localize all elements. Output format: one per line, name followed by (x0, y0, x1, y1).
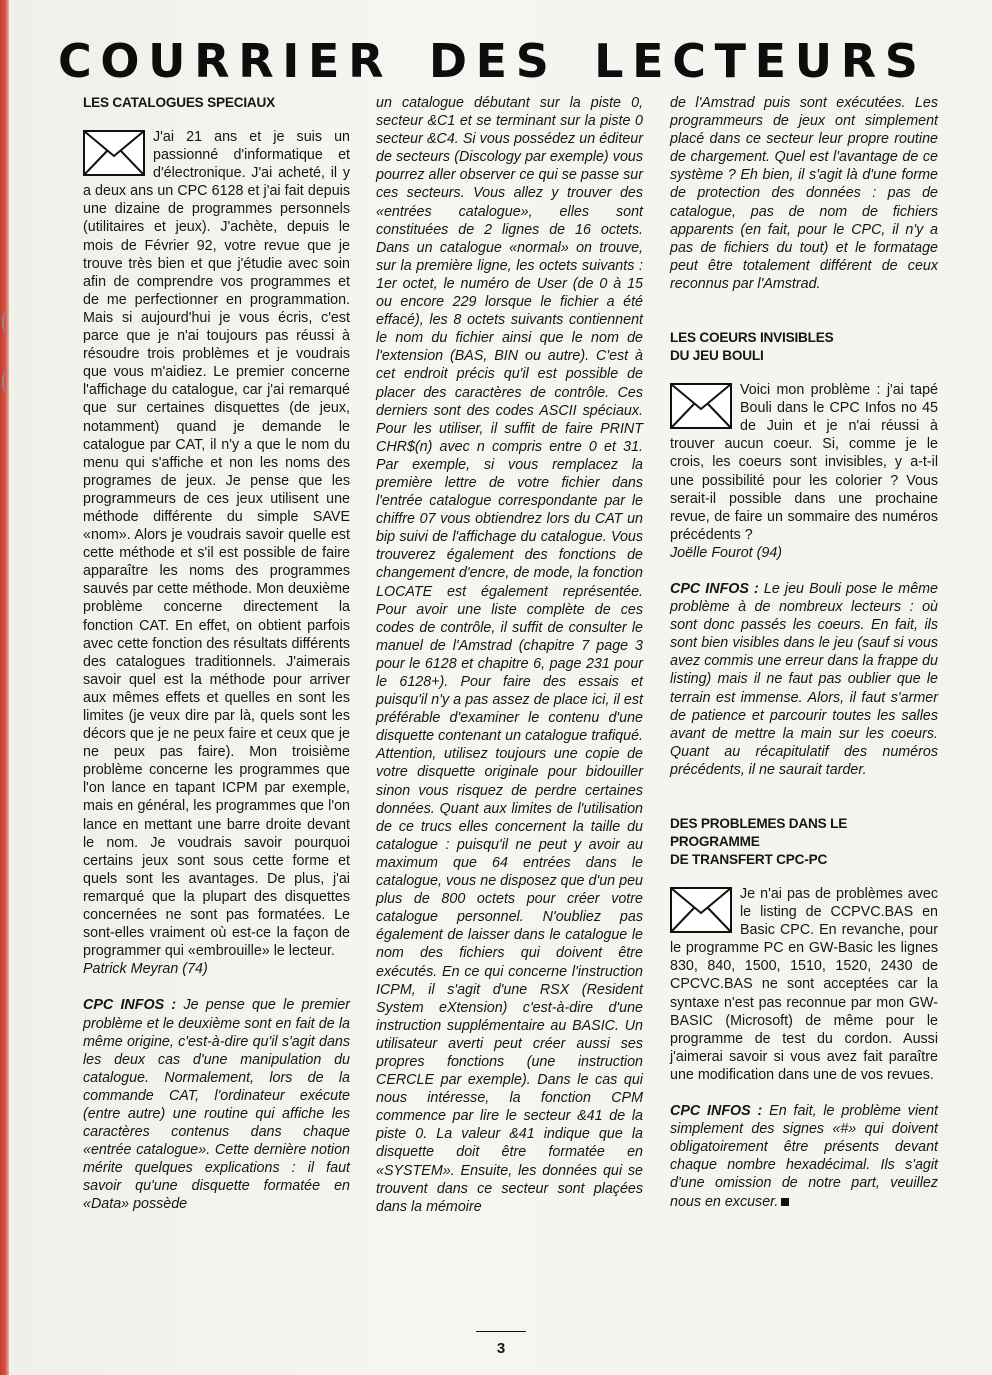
reply-label: CPC INFOS : (83, 997, 177, 1014)
letter-body: Je n'ai pas de problèmes avec le listing de CCPVC.BAS en Basic CPC. En revanche, pour le programme PC en GW-Basic les lignes 830, 840, 1500, 1510, 1520, 2430 de CPCVC.BAS ne sont acceptées car la syntaxe n'est pas reconnue par mon GW-BASIC (Microsoft) de même pour le programme de test du cordon. Aussi j'aimerai savoir si vous avez fait paraître une modification dans une de vos revues. (670, 886, 938, 1083)
section-heading-catalogues: LES CATALOGUES SPECIAUX (83, 95, 276, 110)
reply-label: CPC INFOS : (670, 580, 759, 597)
page-number: 3 (496, 1340, 506, 1357)
title-letter: S (515, 34, 549, 88)
title-letter: E (475, 34, 508, 88)
heading-line: DES PROBLEMES DANS LE PROGRAMME (670, 816, 848, 849)
envelope-icon (670, 383, 732, 429)
end-of-article-mark (781, 1198, 789, 1206)
title-letter: R (348, 34, 384, 88)
heading-line: DU JEU BOULI (670, 348, 764, 364)
heading-line: DE TRANSFERT CPC-PC (670, 852, 828, 867)
binding-ring (2, 370, 12, 394)
reader-letter-catalogues (83, 128, 350, 978)
reader-letter-transfert (670, 885, 938, 1084)
reply-text: En fait, le problème vient simplement des signes «#» qui doivent obligatoirement être présents devant chaque nombre hexadécimal. Ils s'agit d'une omission de notre part, veuillez nous en excuser. (670, 1103, 938, 1210)
letter-body: Voici mon problème : j'ai tapé Bouli dans le CPC Infos no 45 de Juin et je n'ai réussi à trouver aucun coeur. Si, comme je le crois, les coeurs sont invisibles, y a-t-il une possibilité pour les colorier ? Vous serait-il possible dans une prochaine revue, de faire un sommaire des numéros précédents ? (670, 382, 938, 543)
title-letter: E (754, 34, 787, 88)
letter-body: J'ai 21 ans et je suis un passionné d'informatique et d'électronique. J'ai acheté, il y a deux ans un CPC 6128 et j'ai fait depuis une dizaine de programmes personnels (utilitaires et jeux). J'achète, depuis le mois de Février 92, votre revue que je trouve très bien et que j'étudie avec soin afin de comprendre vos programmes et de me perfectionner en programmation. Mais si aujourd'hui je vous écris, c'est parce que je n'ai toujours pas réussi à résoudre trois problèmes et je voudrais que vous m'aidiez. Le premier concerne l'affichage du catalogue, car j'ai remarqué que sur certaines disquettes (de jeux, notamment) quand je demande le catalogue par CAT, il n'y a que le nom du menu qui s'affiche et non les noms des programes de jeux. Je pense que les programmeurs de ces jeux utilisent une méthode différente du simple SAVE «nom». Alors je voudrais savoir quelle est cette méthode et s'il est possible de faire apparaître les noms des programmes sauvés par cette méthode. Mon deuxième problème concerne directement la fonction CAT. En effet, on obtient parfois avec cette fonction des résultats différents des catalogues traditionnels. J'aimerais savoir quel est la méthode pour arriver aux mêmes effets et quelles en sont les limites (je veux dire par là, quels sont les décors que je ne peux faire et ceux que je ne peux pas faire). Mon troisième problème concerne les programmes que l'on lance en tapant ICPM par exemple, mais en général, les programmes que l'on lance en mettant une barre droite devant le nom. Je voudrais savoir pourquoi certains jeux sont sous cette forme et quels sont les avantages. De plus, j'ai remarqué que la plupart des disquettes concernées ne sont pas formatées. Le sont-elles vraiment où est-ce la façon de programmer qui «embrouille» le lecteur. (83, 129, 350, 960)
editor-reply (670, 580, 938, 779)
heading-line: LES COEURS INVISIBLES (670, 330, 834, 346)
title-letter: U (148, 34, 186, 88)
editor-reply (83, 996, 350, 1213)
title-letter: O (100, 34, 140, 88)
title-letter: S (884, 34, 918, 88)
section-heading-coeurs (670, 329, 938, 365)
reply-text-continued: un catalogue débutant sur la piste 0, secteur &C1 et se terminant sur la piste 0 secteur &C4. Si vous possédez un éditeur de secteurs (Discology par exemple) vous pourrez aller observer ce qui se passe sur ces secteurs. Vous allez y trouver des «entrées catalogue», elles sont constituées de 2 lignes de 16 octets. Dans un catalogue «normal» on trouve, sur la première ligne, les octets suivants : 1er octet, le numéro de User (de 0 à 15 ou encore 229 lorsque le fichier a été effacé), les 8 octets suivants contiennent le nom du fichier ainsi que le nom de l'extension (BAS, BIN ou autre). C'est à cet endroit précis qu'il est possible de placer des caractères de contrôle. Ces derniers sont des codes ASCII spéciaux. Pour les utiliser, il suffit de faire PRINT CHR$(n) avec n compris entre 0 et 31. Par exemple, si vous remplacez la première lettre de votre fichier dans l'entrée catalogue correspondante par le chiffre 07 vous obtiendrez lors du CAT un bip suivi de l'affichage du catalogue. Vous trouverez également des fonctions de changement d'encre, de mode, la fonction LOCATE est également représentée. Pour avoir une liste complète de ces codes de contrôle, il suffit de consulter le manuel de l'Amstrad (chapitre 7 page 3 pour le 6128 et chapitre 6, page 231 pour le 6128+). Pour faire des essais et puisqu'il n'y a pas assez de place ici, il est préférable d'examiner le contenu d'une disquette contenant un catalogue trafiqué. Attention, utilisez toujours une copie de votre disquette originale pour bidouiller sinon vous risquez de perdre certaines données. Quant aux limites de l'utilisation de ce trucs elles concernent la taille du catalogue : puisqu'il ne peut y avoir au maximum que 64 entrées dans le catalogue, vous ne disposez que d'un peu plus de 800 octets pour créer votre catalogue personnel. N'oubliez pas également de laisser dans le catalogue le nom des fichiers qui doivent être exécutés. En ce qui concerne l'instruction ICPM, il s'agit d'une RSX (Resident System eXtension) c'est-à-dire d'une instruction supplémentaire au BASIC. Un utilisateur averti peut créer aussi ses propres fonctions (une instruction CERCLE par exemple). Dans le cas qui nous intéresse, la fonction CPM commence par lire le secteur &41 de la piste 0. La valeur &41 indique que la disquette doit être formatée en «SYSTEM». Ensuite, les données qui se trouvent dans ce secteur sont plaçées dans la mémoire (376, 95, 643, 1215)
letter-signature: Patrick Meyran (74) (83, 961, 208, 978)
reply-text: Le jeu Bouli pose le même problème à de nombreux lecteurs : où sont donc passés les coeurs. En fait, ils sont bien visibles dans le jeu (sauf si vous avez commis une erreur dans la frappe du listing) mais il ne faut pas oublier que le terrain est immense. Alors, il faut s'armer de patience et parcourir toutes les salles avant de mettre la main sur les coeurs. Quant au récapitulatif des numéros précédents, il ne saurait tarder. (670, 580, 939, 778)
title-letter: L (594, 34, 624, 88)
envelope-icon (670, 887, 732, 933)
column-right (670, 94, 938, 1211)
title-letter: T (714, 34, 746, 88)
reader-letter-coeurs (670, 381, 938, 562)
reply-text-continued: de l'Amstrad puis sont exécutées. Les programmeurs de jeux ont simplement placé dans ce secteur leur propre routine de chargement. Quel est l'avantage de ce système ? Eh bien, il s'agit là d'une forme de protection des données : pas de catalogue, pas de nom de fichiers apparents (en fait, pour le CPC, il n'y a pas de fichiers du tout) et le formatage peut être totalement différent de ceux reconnus par l'Amstrad. (670, 95, 938, 292)
letter-signature: Joëlle Fourot (94) (670, 544, 783, 561)
title-letter: R (840, 34, 877, 88)
title-letter: C (58, 34, 92, 88)
title-letter: C (672, 34, 706, 88)
page-edge-binding (0, 0, 9, 1375)
column-left (83, 94, 350, 1214)
title-letter: D (428, 34, 468, 88)
reply-label: CPC INFOS : (670, 1103, 763, 1120)
title-letter: E (632, 34, 664, 88)
page-title (58, 32, 918, 90)
column-middle (376, 94, 643, 1216)
envelope-icon (83, 130, 145, 176)
section-heading-transfert (670, 815, 938, 869)
title-letter: R (194, 34, 230, 88)
footer-divider (476, 1331, 526, 1332)
title-letter: U (794, 34, 833, 88)
reply-text: Je pense que le premier problème et le deuxième sont en fait de la même origine, c'est-à-dire qu'il s'agit dans les deux cas d'une manipulation du catalogue. Normalement, lors de la commande CAT, l'ordinateur exécute (entre autre) une routine qui affiche les caractères contenus dans chaque «entrée catalogue». Cette dernière notion mérite quelques explications : il faut savoir qu'une disquette formatée en «Data» possède (83, 997, 350, 1213)
editor-reply (670, 1102, 938, 1211)
title-letter: E (308, 34, 340, 88)
title-letter: R (238, 34, 274, 88)
title-letter: I (282, 34, 300, 88)
binding-ring (2, 310, 12, 334)
